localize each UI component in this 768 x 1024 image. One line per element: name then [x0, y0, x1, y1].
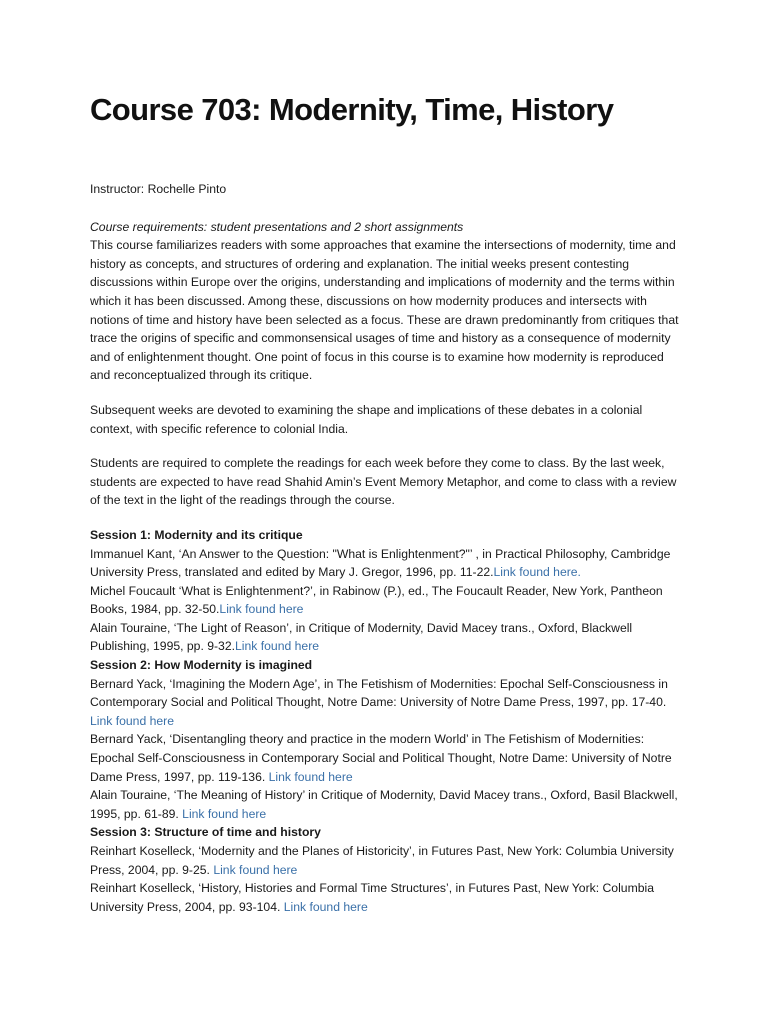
reading-citation: Michel Foucault ‘What is Enlightenment?’, in Rabinow (P.), ed., The Foucault Reader, New York, Pantheon Books, 1984, pp. 32-50.: [90, 583, 663, 617]
reading-item: [90, 842, 680, 879]
reading-item: [90, 582, 680, 619]
subsequent-paragraph: Subsequent weeks are devoted to examining the shape and implications of these debates in a colonial context, with specific reference to colonial India.: [90, 402, 643, 436]
reading-citation: Reinhart Koselleck, ‘Modernity and the Planes of Historicity’, in Futures Past, New York: Columbia University Press, 2004, pp. 9-25.: [90, 844, 674, 877]
reading-link[interactable]: Link found here: [219, 602, 304, 617]
reading-link[interactable]: Link found here: [235, 639, 320, 654]
intro-paragraph: This course familiarizes readers with some approaches that examine the intersections of modernity, time and history as concepts, and structures of ordering and explanation. The initial weeks present contesting discussions within Europe over the origins, understanding and implications of modernity and the terms within which it has been discussed. Among these, discussions on how modernity produces and intersects with notions of time and history have been selected as a focus. These are drawn predominantly from critiques that trace the origins of specific and commonsensical usages of time and history as a consequence of modernity and of enlightenment thought. One point of focus in this course is to examine how modernity is reproduced and reconceptualized through its critique.: [90, 238, 679, 383]
reading-item: [90, 730, 680, 786]
reading-link[interactable]: Link found here: [268, 769, 353, 784]
document-body: [90, 180, 680, 916]
course-requirements: Course requirements: student presentations and 2 short assignments: [90, 219, 464, 234]
reading-citation: Bernard Yack, ‘Disentangling theory and practice in the modern World’ in The Fetishism of Modernities: Epochal Self-Consciousness in Contemporary Social and Political Thought, Notre Dame: University of Notre Dame Press, 1997, pp. 119-136.: [90, 732, 672, 784]
reading-link[interactable]: Link found here: [283, 899, 368, 914]
students-paragraph: Students are required to complete the readings for each week before they come to class. By the last week, students are expected to have read Shahid Amin’s Event Memory Metaphor, and come to class with a review of the text in the light of the readings through the course.: [90, 456, 677, 508]
reading-link[interactable]: Link found here: [90, 713, 175, 728]
reading-item: [90, 786, 680, 823]
reading-citation: Alain Touraine, ‘The Meaning of History’ in Critique of Modernity, David Macey trans., Oxford, Basil Blackwell, 1995, pp. 61-89.: [90, 788, 678, 821]
reading-item: [90, 675, 680, 731]
reading-citation: Bernard Yack, ‘Imagining the Modern Age’, in The Fetishism of Modernities: Epochal Self-Consciousness in Contemporary Social and Political Thought, Notre Dame: University of Notre Dame Press, 1997, pp. 17-40.: [90, 676, 668, 710]
reading-item: [90, 619, 680, 656]
reading-citation: Reinhart Koselleck, ‘History, Histories and Formal Time Structures’, in Futures Past, New York: Columbia University Press, 2004, pp. 93-104.: [90, 881, 654, 914]
reading-citation: Immanuel Kant, ‘An Answer to the Question: "What is Enlightenment?"’ , in Practical Philosophy, Cambridge University Press, translated and edited by Mary J. Gregor, 1996, pp. 11-22.: [90, 546, 671, 580]
reading-link[interactable]: Link found here.: [493, 565, 581, 580]
reading-citation: Alain Touraine, ‘The Light of Reason’, in Critique of Modernity, David Macey trans., Oxford, Blackwell Publishing, 1995, pp. 9-32.: [90, 620, 633, 654]
reading-link[interactable]: Link found here: [182, 806, 267, 821]
page-title: Course 703: Modernity, Time, History: [90, 92, 614, 127]
instructor-line: Instructor: Rochelle Pinto: [90, 182, 227, 196]
session-1-heading: Session 1: Modernity and its critique: [90, 527, 303, 542]
reading-item: [90, 879, 680, 916]
reading-item: [90, 545, 680, 582]
session-3-heading: Session 3: Structure of time and history: [90, 825, 321, 840]
reading-link[interactable]: Link found here: [213, 862, 298, 877]
session-2-heading: Session 2: How Modernity is imagined: [90, 658, 313, 673]
